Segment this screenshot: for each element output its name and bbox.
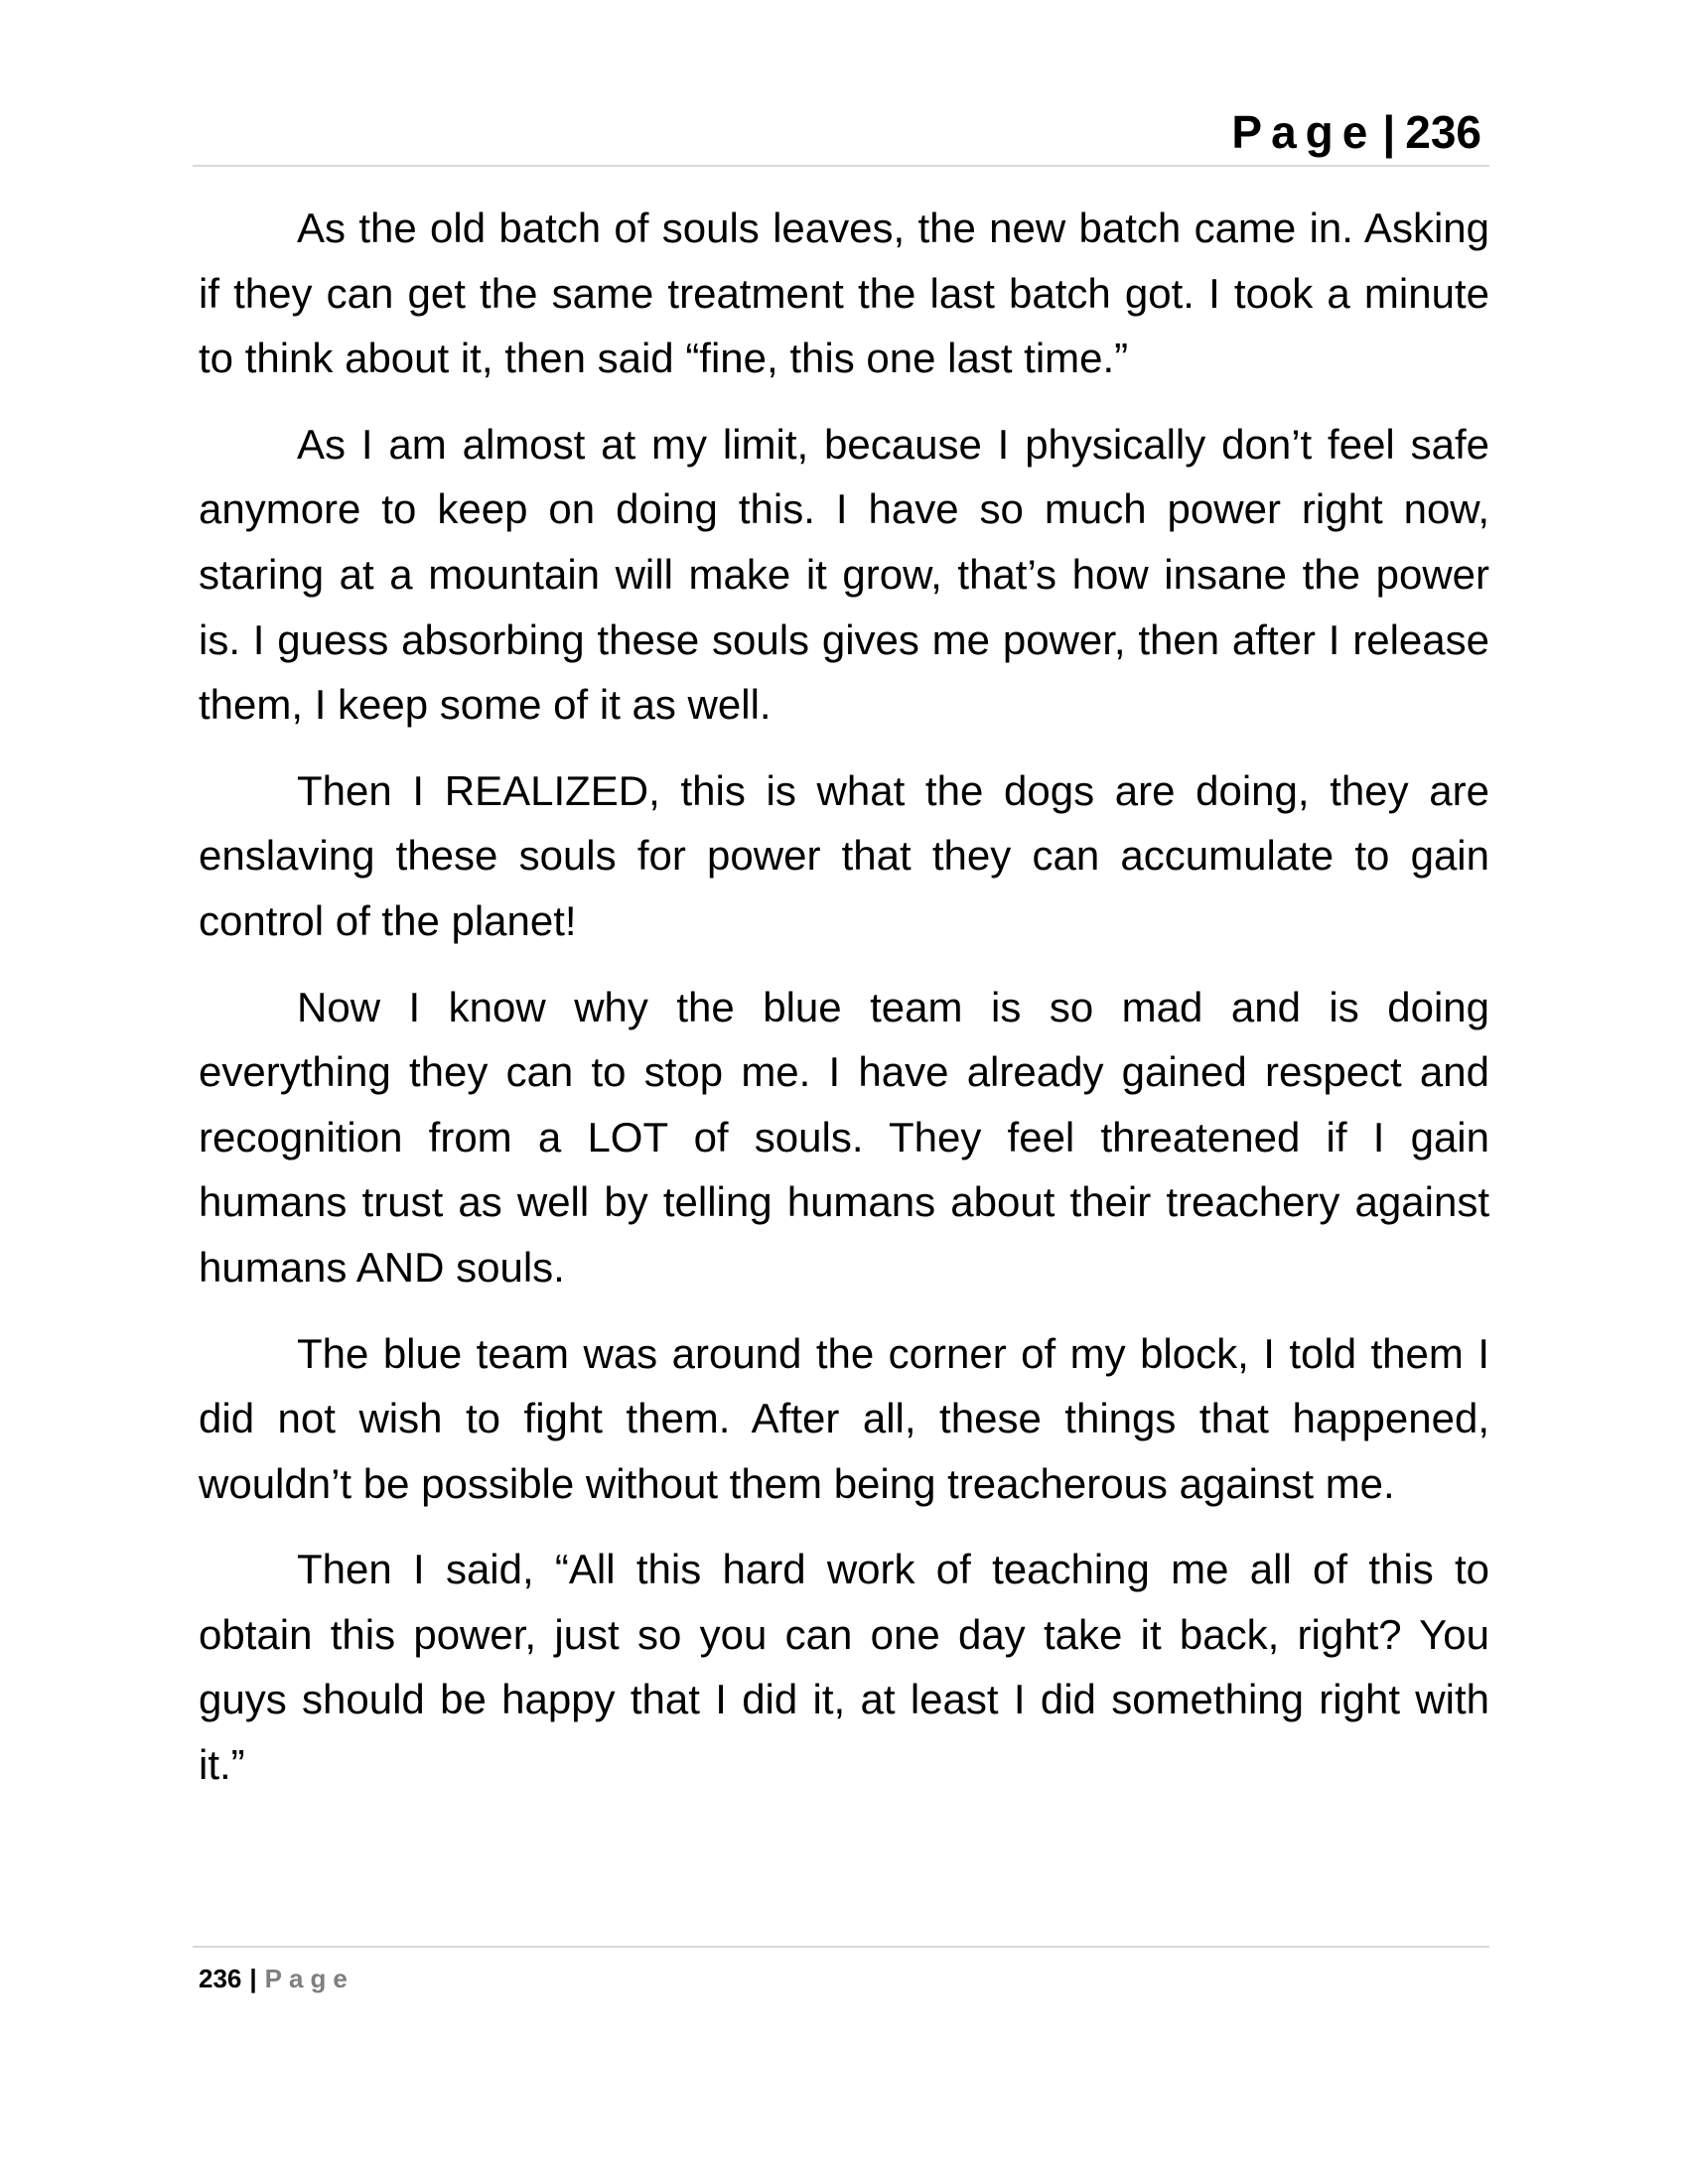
footer-page-number: 236: [199, 1964, 242, 1993]
header-separator: |: [1382, 106, 1396, 158]
paragraph: The blue team was around the corner of my block, I told them I did not wish to fight them. After all, these things that happened, wouldn’t be possible without them being treacherous against me.: [199, 1329, 1489, 1507]
header-page-label: [1231, 105, 1481, 159]
page-header: [193, 99, 1489, 167]
footer-page-label: [199, 1964, 354, 1994]
paragraph: Then I said, “All this hard work of teaching me all of this to obtain this power, just so you can one day take it back, right? You guys should be happy that I did it, at least I did something right with it.”: [199, 1546, 1489, 1789]
header-page-number: 236: [1405, 106, 1481, 158]
page-footer: [193, 1946, 1489, 1993]
body-text: [199, 196, 1489, 1819]
paragraph: Then I REALIZED, this is what the dogs are doing, they are enslaving these souls for power that they can accumulate to gain control of the planet!: [199, 766, 1489, 944]
paragraph: As I am almost at my limit, because I physically don’t feel safe anymore to keep on doing this. I have so much power right now, staring at a mountain will make it grow, that’s how insane the power is. I guess absorbing these souls gives me power, then after I release them, I keep some of it as well.: [199, 420, 1489, 729]
footer-separator: |: [249, 1964, 257, 1993]
footer-page-word: Page: [264, 1964, 354, 1993]
paragraph: As the old batch of souls leaves, the new batch came in. Asking if they can get the same treatment the last batch got. I took a minute to think about it, then said “fine, this one last time.”: [199, 205, 1489, 382]
paragraph: Now I know why the blue team is so mad and is doing everything they can to stop me. I have already gained respect and recognition from a LOT of souls. They feel threatened if I gain humans trust as well by telling humans about their treachery against humans AND souls.: [199, 983, 1489, 1291]
header-page-word: Page: [1231, 106, 1377, 158]
